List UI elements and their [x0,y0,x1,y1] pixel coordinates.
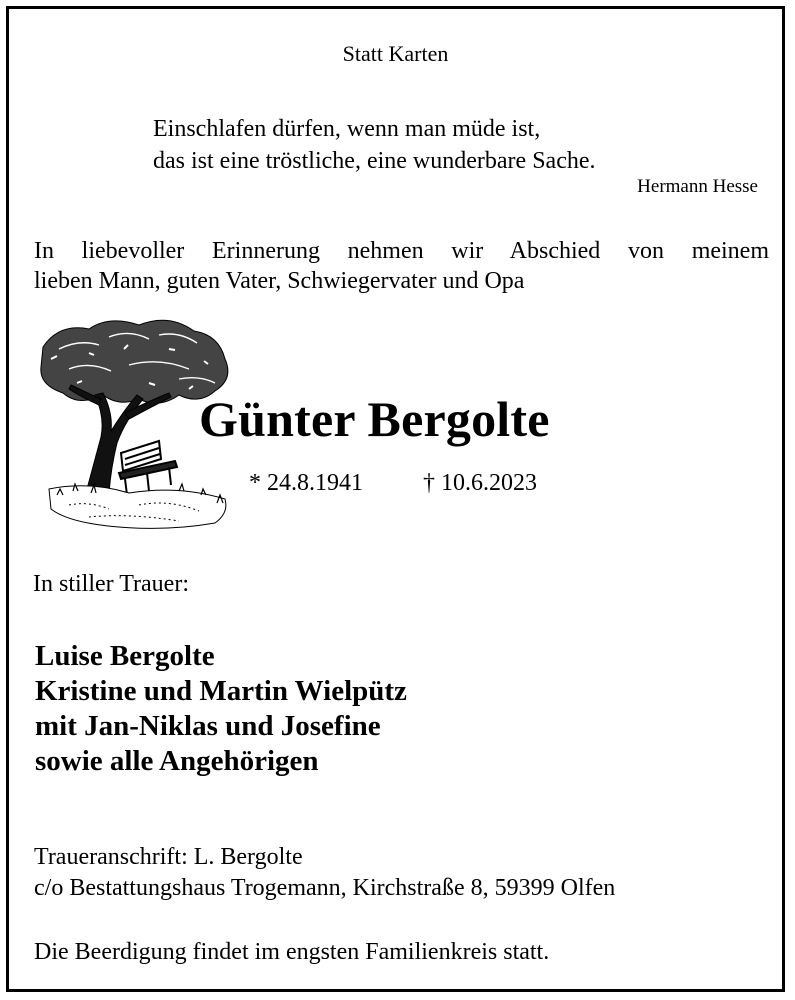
deceased-name: Günter Bergolte [199,391,550,447]
quote-author: Hermann Hesse [637,176,758,197]
obituary-card [6,6,785,992]
quote-line-2: das ist eine tröstliche, eine wunderbare Sache. [153,148,596,174]
quote-line-1: Einschlafen dürfen, wenn man müde ist, [153,116,541,142]
intro-text [34,236,769,296]
family-member: mit Jan-Niklas und Josefine [35,710,381,742]
family-member: sowie alle Angehörigen [35,745,319,777]
intro-line-1: In liebevoller Erinnerung nehmen wir Abschied von meinem [34,238,769,264]
family-list [35,639,407,779]
mourning-label: In stiller Trauer: [33,571,189,597]
address-line-2: c/o Bestattungshaus Trogemann, Kirchstraße 8, 59399 Olfen [34,875,616,901]
funeral-note: Die Beerdigung findet im engsten Familienkreis statt. [34,939,550,965]
ground-hill [49,484,226,528]
bench-shape [119,441,177,495]
quote [153,113,596,177]
family-member: Kristine und Martin Wielpütz [35,675,407,707]
mourning-address [34,842,615,904]
intro-line-2: lieben Mann, guten Vater, Schwiegervater und Opa [34,268,525,294]
header-text: Statt Karten [342,41,449,66]
family-member: Luise Bergolte [35,640,215,672]
birth-date: * 24.8.1941 [249,470,363,496]
address-line-1: Traueranschrift: L. Bergolte [34,844,303,870]
death-date: † 10.6.2023 [423,470,537,496]
